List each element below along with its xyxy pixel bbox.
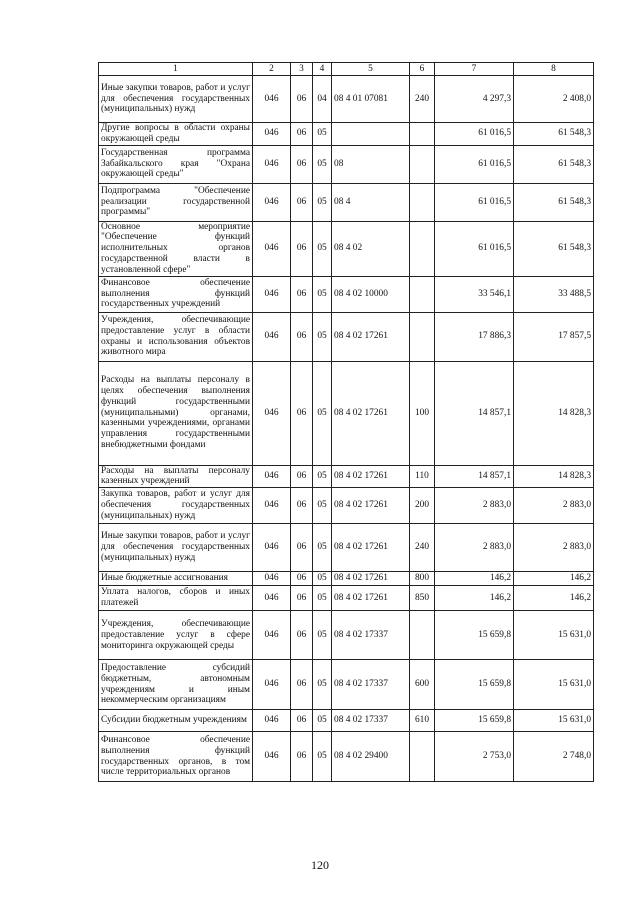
section-code-cell: 06	[291, 572, 313, 586]
amount-year2-cell: 2 408,0	[514, 76, 594, 123]
expense-type-cell	[410, 183, 435, 221]
section-code-cell: 06	[291, 221, 313, 276]
target-article-cell: 08	[332, 145, 410, 183]
section-code-cell: 06	[291, 586, 313, 611]
subsection-code-cell: 05	[313, 732, 332, 782]
item-name-cell: Иные закупки товаров, работ и услуг для обеспечения государственных (муниципальных) нужд	[99, 524, 253, 572]
amount-year2-cell: 61 548,3	[514, 183, 594, 221]
amount-year1-cell: 15 659,8	[435, 611, 514, 660]
ministry-code-cell: 046	[253, 465, 291, 488]
table-row	[99, 465, 594, 488]
expense-type-cell	[410, 145, 435, 183]
ministry-code-cell: 046	[253, 488, 291, 524]
item-name-cell: Основное мероприятие "Обеспечение функций исполнительных органов государственной власти в установленной сфере"	[99, 221, 253, 276]
subsection-code-cell: 05	[313, 586, 332, 611]
item-name-cell: Закупка товаров, работ и услуг для обеспечения государственных (муниципальных) нужд	[99, 488, 253, 524]
table-row	[99, 586, 594, 611]
table-row	[99, 732, 594, 782]
expense-type-cell: 850	[410, 586, 435, 611]
amount-year2-cell: 146,2	[514, 572, 594, 586]
section-code-cell: 06	[291, 611, 313, 660]
amount-year2-cell: 33 488,5	[514, 276, 594, 312]
table-row	[99, 145, 594, 183]
section-code-cell: 06	[291, 183, 313, 221]
ministry-code-cell: 046	[253, 276, 291, 312]
table-row	[99, 488, 594, 524]
amount-year1-cell: 146,2	[435, 586, 514, 611]
expense-type-cell	[410, 611, 435, 660]
ministry-code-cell: 046	[253, 732, 291, 782]
header-cell: 2	[253, 63, 291, 76]
table-row	[99, 361, 594, 465]
item-name-cell: Финансовое обеспечение выполнения функций государственных органов, в том числе территориальных органов	[99, 732, 253, 782]
ministry-code-cell: 046	[253, 524, 291, 572]
subsection-code-cell: 05	[313, 572, 332, 586]
table-row	[99, 710, 594, 732]
expense-type-cell: 100	[410, 361, 435, 465]
amount-year2-cell: 61 548,3	[514, 123, 594, 146]
target-article-cell: 08 4 02 17337	[332, 660, 410, 710]
item-name-cell: Уплата налогов, сборов и иных платежей	[99, 586, 253, 611]
target-article-cell: 08 4 02 17261	[332, 465, 410, 488]
target-article-cell: 08 4 02	[332, 221, 410, 276]
target-article-cell: 08 4 02 17337	[332, 611, 410, 660]
amount-year1-cell: 61 016,5	[435, 183, 514, 221]
section-code-cell: 06	[291, 123, 313, 146]
table-body	[99, 76, 594, 782]
table-row	[99, 123, 594, 146]
header-cell: 7	[435, 63, 514, 76]
ministry-code-cell: 046	[253, 76, 291, 123]
ministry-code-cell: 046	[253, 123, 291, 146]
expense-type-cell: 110	[410, 465, 435, 488]
target-article-cell: 08 4 02 17337	[332, 710, 410, 732]
amount-year1-cell: 15 659,8	[435, 660, 514, 710]
target-article-cell: 08 4 02 17261	[332, 312, 410, 361]
subsection-code-cell: 05	[313, 221, 332, 276]
item-name-cell: Расходы на выплаты персоналу казенных учреждений	[99, 465, 253, 488]
subsection-code-cell: 05	[313, 465, 332, 488]
header-cell: 5	[332, 63, 410, 76]
target-article-cell	[332, 123, 410, 146]
amount-year2-cell: 61 548,3	[514, 221, 594, 276]
amount-year2-cell: 15 631,0	[514, 710, 594, 732]
amount-year1-cell: 146,2	[435, 572, 514, 586]
target-article-cell: 08 4 02 10000	[332, 276, 410, 312]
table-row	[99, 312, 594, 361]
section-code-cell: 06	[291, 312, 313, 361]
item-name-cell: Учреждения, обеспечивающие предоставление услуг в сфере мониторинга окружающей среды	[99, 611, 253, 660]
expense-type-cell: 200	[410, 488, 435, 524]
expense-type-cell: 600	[410, 660, 435, 710]
budget-table	[98, 62, 594, 782]
section-code-cell: 06	[291, 524, 313, 572]
section-code-cell: 06	[291, 660, 313, 710]
table-row	[99, 183, 594, 221]
item-name-cell: Иные закупки товаров, работ и услуг для обеспечения государственных (муниципальных) нужд	[99, 76, 253, 123]
amount-year1-cell: 2 883,0	[435, 524, 514, 572]
table-row	[99, 76, 594, 123]
amount-year1-cell: 61 016,5	[435, 123, 514, 146]
amount-year2-cell: 2 748,0	[514, 732, 594, 782]
target-article-cell: 08 4 02 29400	[332, 732, 410, 782]
ministry-code-cell: 046	[253, 710, 291, 732]
target-article-cell: 08 4 02 17261	[332, 488, 410, 524]
table-row	[99, 524, 594, 572]
amount-year2-cell: 2 883,0	[514, 488, 594, 524]
table-row	[99, 611, 594, 660]
expense-type-cell	[410, 276, 435, 312]
amount-year2-cell: 17 857,5	[514, 312, 594, 361]
amount-year1-cell: 15 659,8	[435, 710, 514, 732]
amount-year1-cell: 33 546,1	[435, 276, 514, 312]
ministry-code-cell: 046	[253, 611, 291, 660]
subsection-code-cell: 04	[313, 76, 332, 123]
amount-year1-cell: 61 016,5	[435, 221, 514, 276]
subsection-code-cell: 05	[313, 524, 332, 572]
item-name-cell: Подпрограмма "Обеспечение реализации государственной программы"	[99, 183, 253, 221]
expense-type-cell	[410, 123, 435, 146]
subsection-code-cell: 05	[313, 123, 332, 146]
expense-type-cell: 240	[410, 76, 435, 123]
ministry-code-cell: 046	[253, 660, 291, 710]
page-number: 120	[311, 858, 329, 872]
expense-type-cell: 240	[410, 524, 435, 572]
ministry-code-cell: 046	[253, 221, 291, 276]
table-header-row	[99, 63, 594, 76]
section-code-cell: 06	[291, 76, 313, 123]
item-name-cell: Финансовое обеспечение выполнения функций государственных учреждений	[99, 276, 253, 312]
expense-type-cell	[410, 221, 435, 276]
table-row	[99, 660, 594, 710]
target-article-cell: 08 4 02 17261	[332, 361, 410, 465]
target-article-cell: 08 4	[332, 183, 410, 221]
subsection-code-cell: 05	[313, 183, 332, 221]
table-row	[99, 276, 594, 312]
item-name-cell: Расходы на выплаты персоналу в целях обеспечения выполнения функций государственными (муниципальными) органами, казенными учреждениями, органами управления государственными внебюджетными фондами	[99, 361, 253, 465]
expense-type-cell	[410, 312, 435, 361]
target-article-cell: 08 4 02 17261	[332, 586, 410, 611]
item-name-cell: Иные бюджетные ассигнования	[99, 572, 253, 586]
subsection-code-cell: 05	[313, 611, 332, 660]
item-name-cell: Государственная программа Забайкальского края "Охрана окружающей среды"	[99, 145, 253, 183]
header-cell: 4	[313, 63, 332, 76]
ministry-code-cell: 046	[253, 572, 291, 586]
amount-year1-cell: 2 883,0	[435, 488, 514, 524]
amount-year1-cell: 17 886,3	[435, 312, 514, 361]
subsection-code-cell: 05	[313, 488, 332, 524]
amount-year2-cell: 2 883,0	[514, 524, 594, 572]
section-code-cell: 06	[291, 710, 313, 732]
ministry-code-cell: 046	[253, 312, 291, 361]
ministry-code-cell: 046	[253, 145, 291, 183]
header-cell: 3	[291, 63, 313, 76]
amount-year2-cell: 15 631,0	[514, 611, 594, 660]
header-cell: 6	[410, 63, 435, 76]
amount-year2-cell: 14 828,3	[514, 361, 594, 465]
table-row	[99, 572, 594, 586]
expense-type-cell	[410, 732, 435, 782]
section-code-cell: 06	[291, 465, 313, 488]
amount-year1-cell: 14 857,1	[435, 361, 514, 465]
section-code-cell: 06	[291, 361, 313, 465]
subsection-code-cell: 05	[313, 312, 332, 361]
amount-year2-cell: 61 548,3	[514, 145, 594, 183]
expense-type-cell: 610	[410, 710, 435, 732]
amount-year1-cell: 2 753,0	[435, 732, 514, 782]
item-name-cell: Учреждения, обеспечивающие предоставление услуг в области охраны и использования объектов животного мира	[99, 312, 253, 361]
expense-type-cell: 800	[410, 572, 435, 586]
section-code-cell: 06	[291, 488, 313, 524]
ministry-code-cell: 046	[253, 183, 291, 221]
target-article-cell: 08 4 02 17261	[332, 524, 410, 572]
ministry-code-cell: 046	[253, 361, 291, 465]
header-cell: 8	[514, 63, 594, 76]
table-row	[99, 221, 594, 276]
item-name-cell: Другие вопросы в области охраны окружающей среды	[99, 123, 253, 146]
subsection-code-cell: 05	[313, 145, 332, 183]
amount-year1-cell: 61 016,5	[435, 145, 514, 183]
target-article-cell: 08 4 01 07081	[332, 76, 410, 123]
amount-year2-cell: 146,2	[514, 586, 594, 611]
ministry-code-cell: 046	[253, 586, 291, 611]
item-name-cell: Субсидии бюджетным учреждениям	[99, 710, 253, 732]
amount-year2-cell: 14 828,3	[514, 465, 594, 488]
subsection-code-cell: 05	[313, 660, 332, 710]
section-code-cell: 06	[291, 732, 313, 782]
section-code-cell: 06	[291, 276, 313, 312]
subsection-code-cell: 05	[313, 710, 332, 732]
section-code-cell: 06	[291, 145, 313, 183]
amount-year1-cell: 14 857,1	[435, 465, 514, 488]
header-cell: 1	[99, 63, 253, 76]
subsection-code-cell: 05	[313, 361, 332, 465]
item-name-cell: Предоставление субсидий бюджетным, автономным учреждениям и иным некоммерческим организациям	[99, 660, 253, 710]
amount-year2-cell: 15 631,0	[514, 660, 594, 710]
subsection-code-cell: 05	[313, 276, 332, 312]
amount-year1-cell: 4 297,3	[435, 76, 514, 123]
target-article-cell: 08 4 02 17261	[332, 572, 410, 586]
